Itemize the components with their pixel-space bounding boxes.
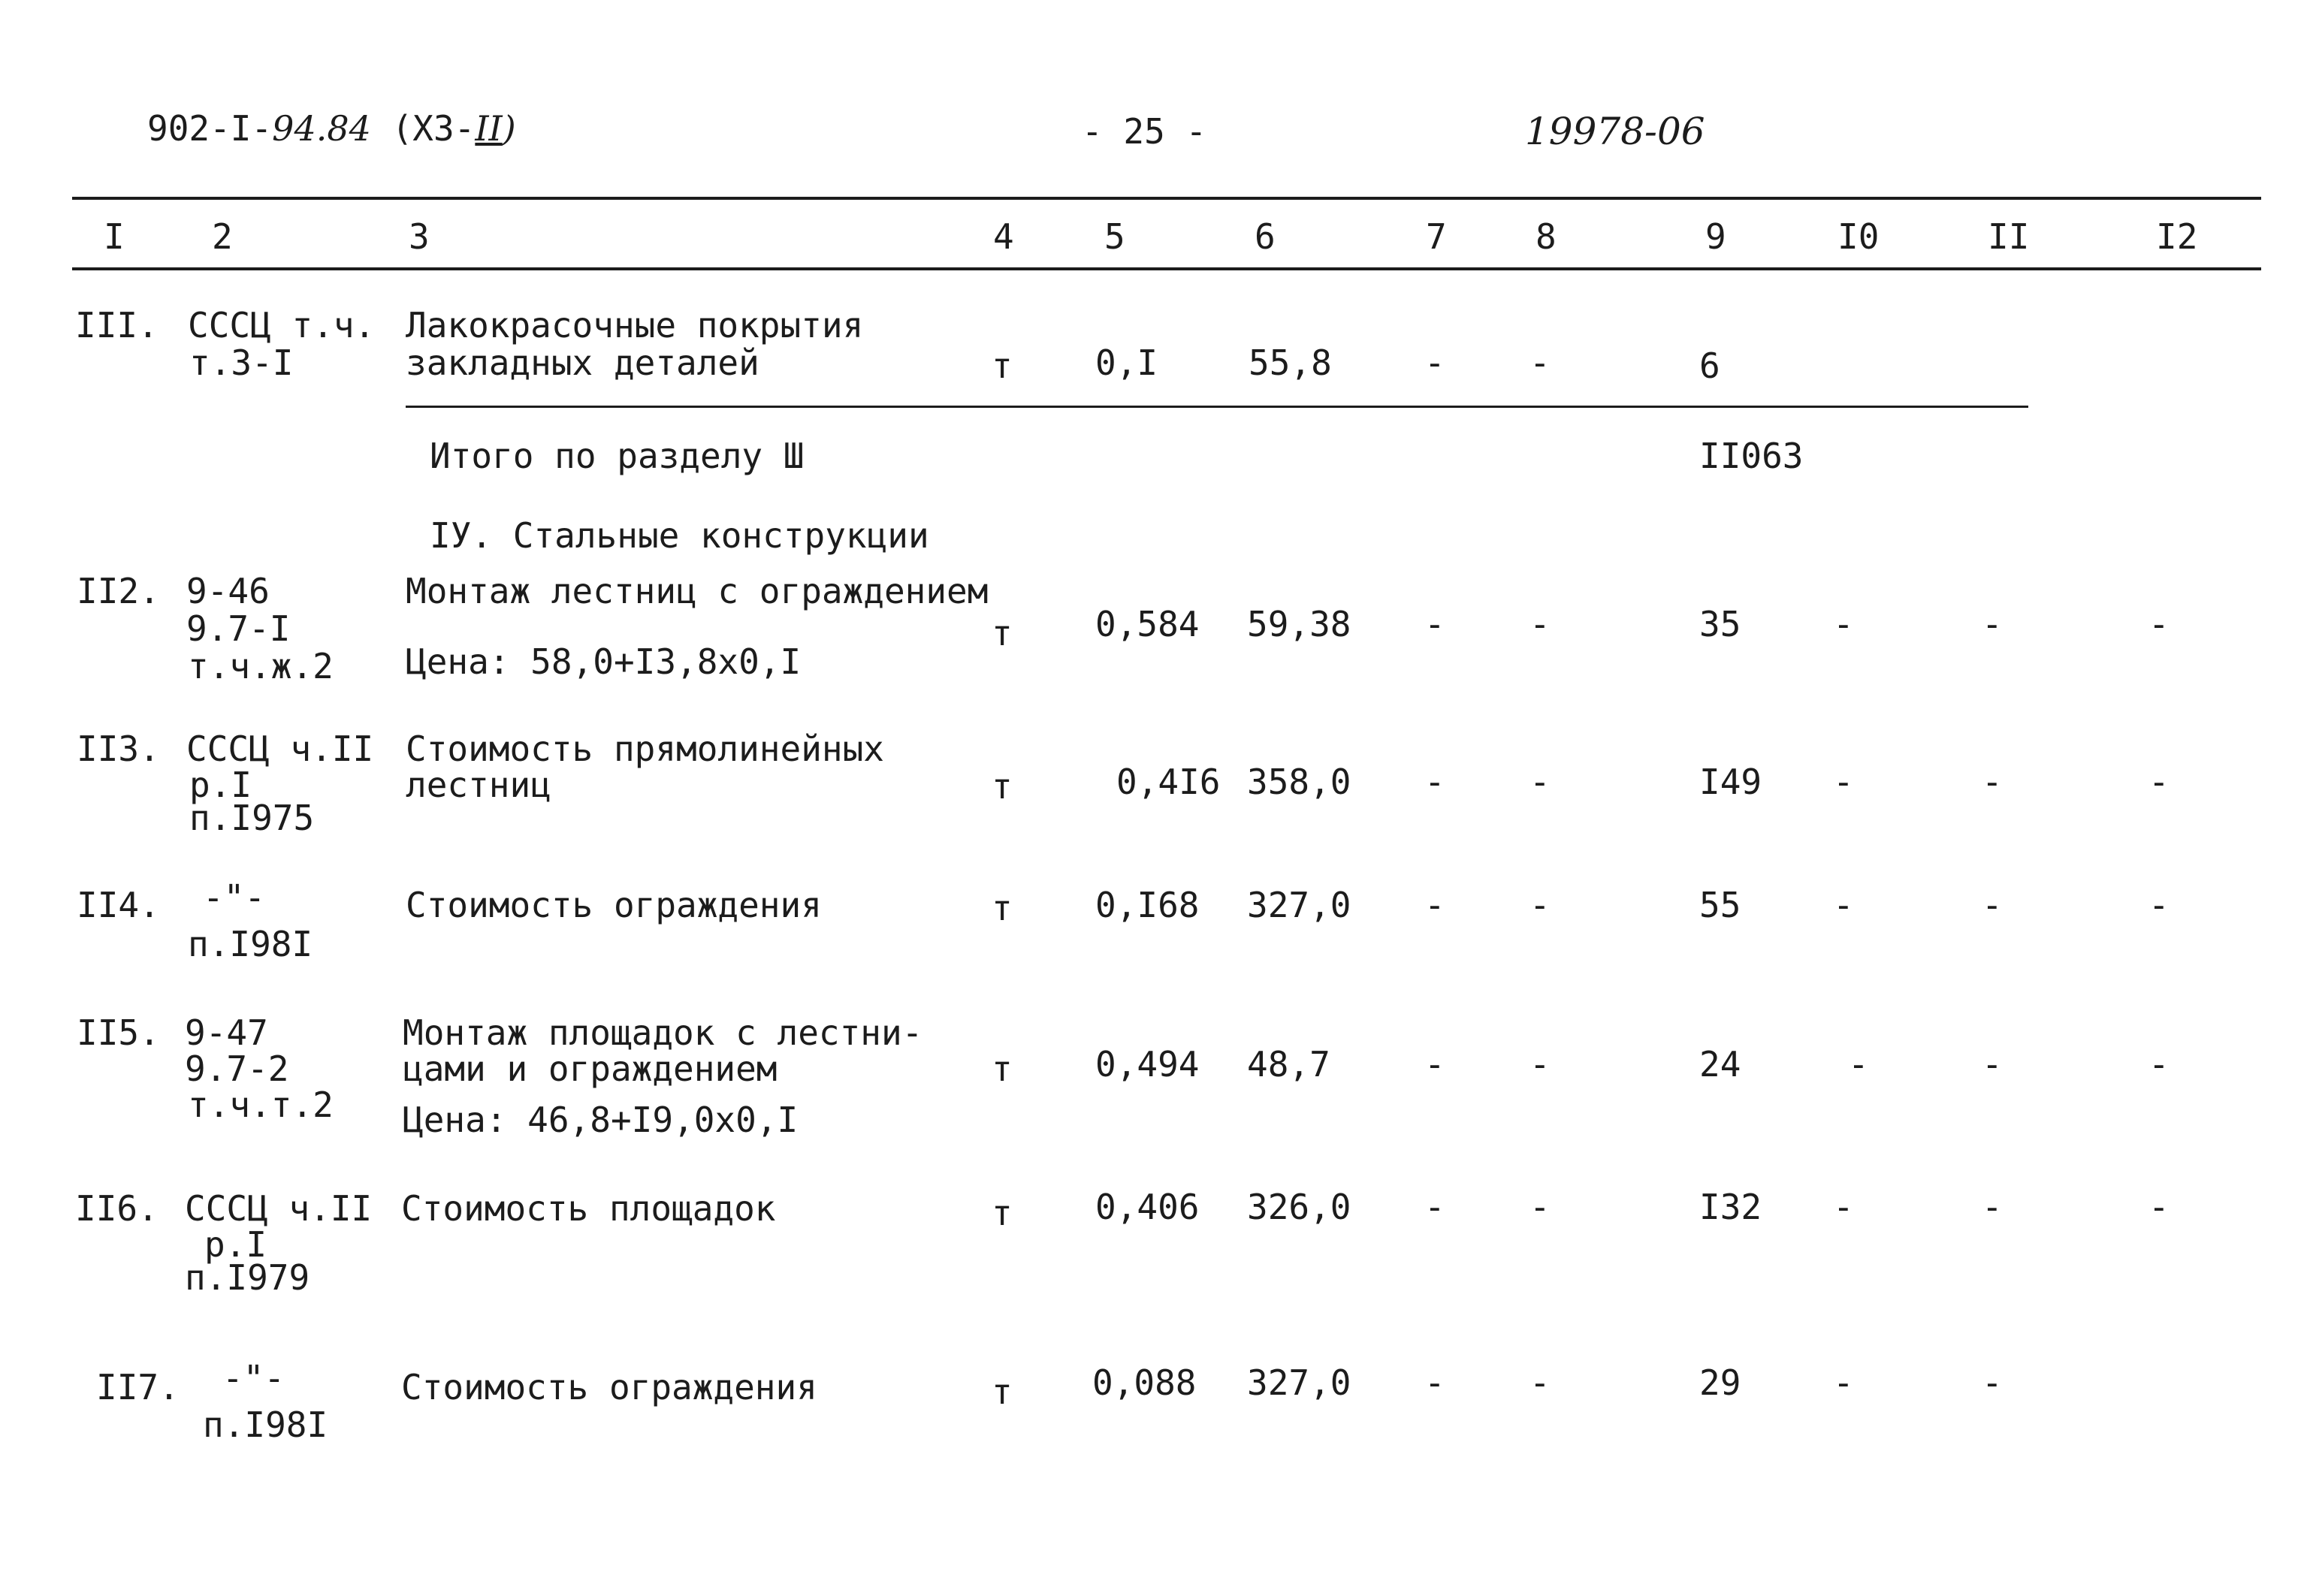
col-header-1: I <box>104 216 125 257</box>
doc-code <box>147 110 516 147</box>
row-111-ref2: т.3-I <box>189 342 294 383</box>
row-116-unit: т <box>992 1193 1013 1233</box>
row-114-qty: 0,I68 <box>1095 885 1200 925</box>
row-112-col11: - <box>1982 604 2003 644</box>
row-114-desc1: Стоимость ограждения <box>406 885 822 925</box>
row-116-num: II6. <box>75 1188 159 1229</box>
row-111-price: 55,8 <box>1249 342 1332 383</box>
row-113-desc1: Стоимость прямолинейных <box>406 729 884 769</box>
row-116-col11: - <box>1982 1187 2003 1227</box>
row-113-ref2: р.I <box>189 765 252 805</box>
row-117-unit: т <box>992 1371 1013 1412</box>
row-111-ref1: СССЦ т.ч. <box>188 305 376 345</box>
row-111-col7: - <box>1424 342 1445 383</box>
row-115-col8: - <box>1529 1044 1551 1085</box>
row-112-unit: т <box>992 613 1013 653</box>
row-111-desc1: Лакокрасочные покрытия <box>406 305 864 345</box>
row-112-col10: - <box>1833 604 1854 644</box>
col-header-5: 5 <box>1104 216 1125 257</box>
page-number: - 25 - <box>1082 111 1207 152</box>
row-115-desc2: цами и ограждением <box>403 1048 778 1089</box>
row-115-unit: т <box>992 1048 1013 1089</box>
row-112-col8: - <box>1529 604 1551 644</box>
row-116-col12: - <box>2148 1187 2170 1227</box>
row-113-col12: - <box>2148 762 2170 802</box>
row-115-ref1: 9-47 <box>185 1012 268 1053</box>
row-111-col8: - <box>1529 342 1551 383</box>
row-115-ref3: т.ч.т.2 <box>188 1085 334 1125</box>
row-117-total: 29 <box>1699 1362 1741 1403</box>
row-113-total: I49 <box>1699 762 1762 802</box>
doc-code-prefix: 902-I- <box>147 108 273 149</box>
row-114-col11: - <box>1982 885 2003 925</box>
row-113-col11: - <box>1982 762 2003 802</box>
row-116-ref2: р.I <box>204 1224 267 1265</box>
row-113-unit: т <box>992 766 1013 807</box>
row-115-total: 24 <box>1699 1044 1741 1085</box>
row-114-price: 327,0 <box>1247 885 1351 925</box>
row-117-qty: 0,088 <box>1092 1362 1197 1403</box>
row-113-col10: - <box>1833 762 1854 802</box>
row-114-col8: - <box>1529 885 1551 925</box>
section-title: IУ. Стальные конструкции <box>430 515 929 556</box>
row-115-price: 48,7 <box>1247 1044 1330 1085</box>
row-117-col7: - <box>1424 1362 1445 1403</box>
row-117-ref2: п.I98I <box>203 1404 328 1445</box>
row-113-price: 358,0 <box>1247 762 1351 802</box>
subtotal-total: II063 <box>1699 436 1804 476</box>
row-112-ref2: 9.7-I <box>186 608 291 649</box>
row-115-col10: - <box>1848 1044 1869 1085</box>
col-header-4: 4 <box>993 216 1014 257</box>
row-116-ref3: п.I979 <box>185 1257 310 1298</box>
row-111-num: III. <box>75 305 159 345</box>
row-117-col10: - <box>1833 1362 1854 1403</box>
row-115-ref2: 9.7-2 <box>185 1048 289 1089</box>
row-111-total: 6 <box>1699 345 1720 386</box>
col-header-3: 3 <box>409 216 430 257</box>
row-113-col7: - <box>1424 762 1445 802</box>
col-header-2: 2 <box>212 216 233 257</box>
row-115-qty: 0,494 <box>1095 1044 1200 1085</box>
section-subtotal-rule <box>406 406 2028 408</box>
row-115-desc3: Цена: 46,8+I9,0x0,I <box>403 1100 799 1140</box>
row-116-total: I32 <box>1699 1187 1762 1227</box>
row-112-qty: 0,584 <box>1095 604 1200 644</box>
row-112-price: 59,38 <box>1247 604 1351 644</box>
row-116-col7: - <box>1424 1187 1445 1227</box>
row-116-qty: 0,406 <box>1095 1187 1200 1227</box>
row-113-num: II3. <box>77 729 160 769</box>
row-112-col12: - <box>2148 604 2170 644</box>
row-114-col10: - <box>1833 885 1854 925</box>
row-117-col11: - <box>1982 1362 2003 1403</box>
row-115-num: II5. <box>77 1012 160 1053</box>
row-114-total: 55 <box>1699 885 1741 925</box>
row-113-desc2: лестниц <box>406 765 551 805</box>
col-header-8: 8 <box>1535 216 1557 257</box>
row-115-col7: - <box>1424 1044 1445 1085</box>
row-115-col11: - <box>1982 1044 2003 1085</box>
row-117-col8: - <box>1529 1362 1551 1403</box>
doc-code-close: ) <box>502 108 516 149</box>
row-111-desc2: закладных деталей <box>406 342 759 383</box>
doc-code-roman: II <box>475 108 503 149</box>
row-113-col8: - <box>1529 762 1551 802</box>
col-header-12: I2 <box>2156 216 2198 257</box>
row-114-ref1: -"- <box>203 877 266 918</box>
row-112-ref1: 9-46 <box>186 571 270 611</box>
col-header-9: 9 <box>1705 216 1726 257</box>
registry-number: 19978-06 <box>1525 110 1705 153</box>
row-113-ref3: п.I975 <box>189 798 315 838</box>
row-114-col7: - <box>1424 885 1445 925</box>
row-113-ref1: СССЦ ч.II <box>186 729 374 769</box>
row-116-col8: - <box>1529 1187 1551 1227</box>
row-112-col7: - <box>1424 604 1445 644</box>
table-top-rule <box>72 197 2261 200</box>
doc-code-suffix: (XЗ- <box>391 108 476 149</box>
col-header-11: II <box>1988 216 2030 257</box>
col-header-6: 6 <box>1255 216 1276 257</box>
row-117-price: 327,0 <box>1247 1362 1351 1403</box>
row-116-price: 326,0 <box>1247 1187 1351 1227</box>
row-114-unit: т <box>992 888 1013 928</box>
subtotal-label: Итого по разделу Ш <box>430 436 805 476</box>
row-112-desc1: Монтаж лестниц с ограждением <box>406 571 989 611</box>
row-114-ref2: п.I98I <box>188 924 313 964</box>
row-111-qty: 0,I <box>1095 342 1158 383</box>
row-111-unit: т <box>992 345 1013 386</box>
row-117-desc1: Стоимость ограждения <box>401 1367 817 1407</box>
header-bottom-rule <box>72 267 2261 270</box>
row-114-col12: - <box>2148 885 2170 925</box>
row-112-num: II2. <box>77 571 160 611</box>
col-header-10: I0 <box>1837 216 1880 257</box>
row-112-total: 35 <box>1699 604 1741 644</box>
doc-code-handwritten: 94.84 <box>272 108 371 149</box>
row-113-qty: 0,4I6 <box>1116 762 1221 802</box>
row-117-num: II7. <box>96 1367 180 1407</box>
row-115-desc1: Монтаж площадок с лестни- <box>403 1012 923 1053</box>
row-116-ref1: СССЦ ч.II <box>185 1188 373 1229</box>
row-116-desc1: Стоимость площадок <box>401 1188 776 1229</box>
row-112-ref3: т.ч.ж.2 <box>188 646 334 686</box>
col-header-7: 7 <box>1426 216 1447 257</box>
row-114-num: II4. <box>77 885 160 925</box>
row-117-ref1: -"- <box>222 1358 285 1398</box>
row-116-col10: - <box>1833 1187 1854 1227</box>
row-112-desc2: Цена: 58,0+I3,8x0,I <box>406 641 802 682</box>
row-115-col12: - <box>2148 1044 2170 1085</box>
